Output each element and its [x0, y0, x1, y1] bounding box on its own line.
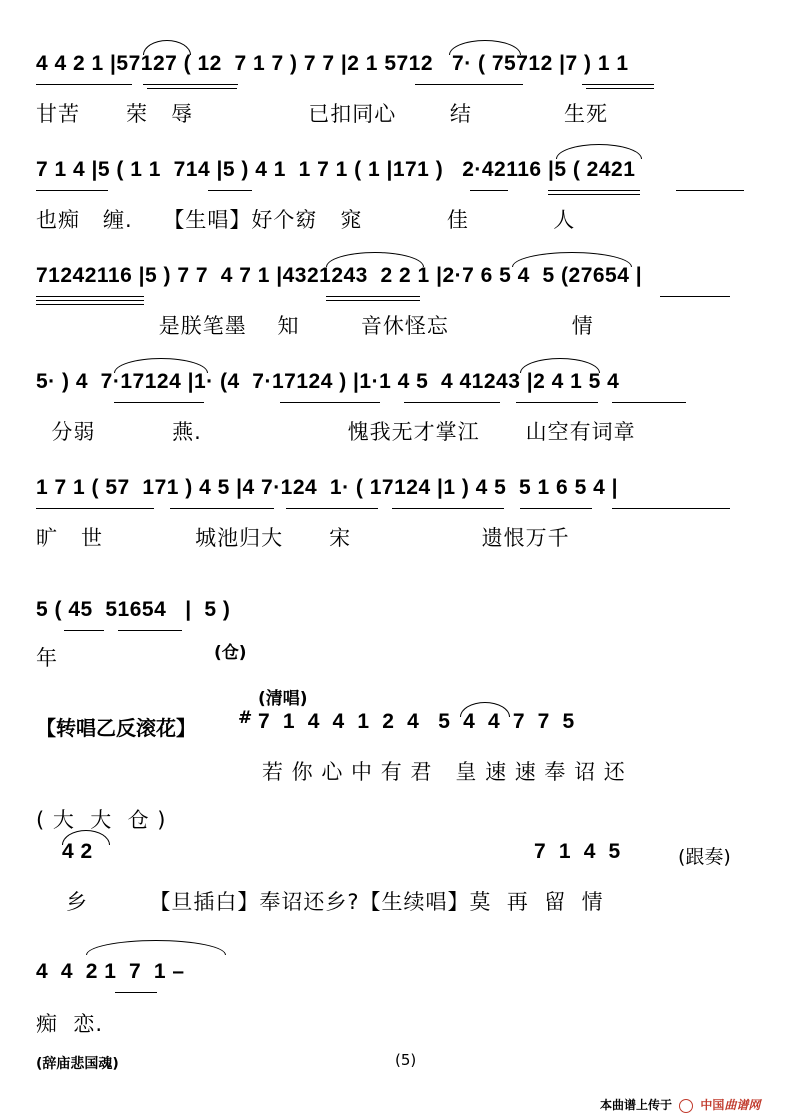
site-logo-icon — [679, 1099, 693, 1113]
logo-cn: 中国 — [700, 1098, 725, 1112]
notation-line-8-right: 7 1 4 5 — [534, 840, 621, 863]
lyrics-line-2: 也痴 缠. 【生唱】好个窈 窕 佳 人 — [36, 208, 576, 232]
lyrics-line-1: 甘苦 荣 辱 已扣同心 结 生死 — [36, 102, 609, 126]
notation-line-3: 71242116 |5 ) 7 7 4 7 1 |4321243 2 2 1 |2·7 6 5 4 5 (27654 | — [36, 264, 643, 287]
page-number: (5) — [395, 1051, 417, 1069]
notation-line-1: 4 4 2 1 |57127 ( 12 7 1 7 ) 7 7 |2 1 5712 7· ( 75712 |7 ) 1 1 — [36, 52, 629, 75]
percussion-da-da-cang: ( 大 大 仓 ) — [36, 808, 167, 832]
logo-site: 曲谱网 — [724, 1098, 761, 1112]
lyrics-line-8: 乡 【旦插白】奉诏还乡?【生续唱】莫 再 留 情 — [66, 890, 604, 914]
lyrics-line-3: 是朕笔墨 知 音休怪忘 情 — [36, 314, 594, 338]
notation-section: 7 1 4 4 1 2 4 5 4 4 7 7 5 — [258, 710, 575, 733]
label-a-cappella: (清唱) — [258, 689, 308, 709]
free-meter-mark: # — [238, 708, 253, 728]
site-credit — [600, 1096, 760, 1113]
lyrics-line-6: 年 — [36, 646, 58, 670]
notation-line-6: 5 ( 45 51654 | 5 ) — [36, 598, 231, 621]
lyrics-line-9: 痴 恋. — [36, 1012, 104, 1036]
notation-line-4: 5· ) 4 7·17124 |1· (4 7·17124 ) |1·1 4 5 4 41243 |2 4 1 5 4 — [36, 370, 620, 393]
lyrics-section: 若 你 心 中 有 君 皇 速 速 奉 诏 还 — [262, 760, 626, 784]
notation-line-9: 4 4 2 1 7 1 – — [36, 960, 185, 983]
lyrics-line-5: 旷 世 城池归大 宋 遗恨万千 — [36, 526, 570, 550]
upload-label: 本曲谱上传于 — [600, 1098, 673, 1112]
percussion-note-cang: (仓) — [214, 643, 247, 663]
section-title: 【转唱乙反滚花】 — [36, 716, 196, 740]
lyrics-line-4: 分弱 燕. 愧我无才掌江 山空有词章 — [36, 420, 636, 444]
opera-title: (辞庙悲国魂) — [36, 1056, 119, 1072]
notation-line-5: 1 7 1 ( 57 171 ) 4 5 |4 7·124 1· ( 17124 |1 ) 4 5 5 1 6 5 4 | — [36, 476, 618, 499]
notation-line-2: 7 1 4 |5 ( 1 1 714 |5 ) 4 1 1 7 1 ( 1 |171 ) 2·42116 |5 ( 2421 — [36, 158, 636, 181]
accompany-note: (跟奏) — [678, 846, 731, 868]
notation-line-8: 4 2 — [62, 840, 93, 863]
